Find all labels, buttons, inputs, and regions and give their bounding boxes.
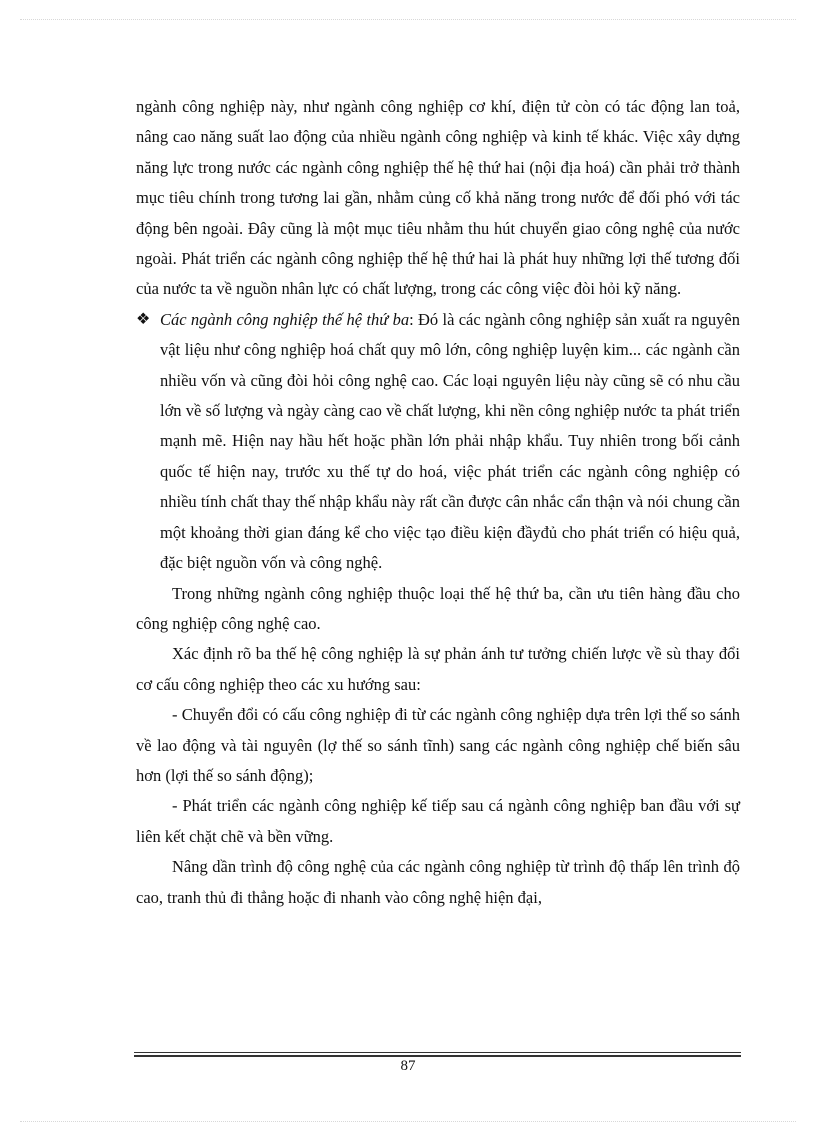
dash-item-restructuring: - Chuyển đổi có cấu công nghiệp đi từ các ngành công nghiệp dựa trên lợi thế so sánh về lao động và tài nguyên (lợ thế so sánh tĩnh) sang các ngành công nghiệp chế biến sâu hơn (lợi thế so sánh động); [136, 705, 740, 785]
bullet-item-third-generation [136, 305, 740, 579]
page-border-bottom [20, 1121, 796, 1122]
diamond-bullet-icon: ❖ [136, 310, 151, 328]
paragraph-continuation: ngành công nghiệp này, như ngành công nghiệp cơ khí, điện tử còn có tác động lan toả, nâng cao năng suất lao động của nhiều ngành công nghiệp và kinh tế khác. Việc xây dựng năng lực trong nước các ngành công nghiệp thế hệ thứ hai (nội địa hoá) cần phải trở thành mục tiêu chính trong tương lai gần, nhằm củng cố khả năng trong nước để đối phó với tác động bên ngoài. Đây cũng là một mục tiêu nhằm thu hút chuyển giao công nghệ của nước ngoài. Phát triển các ngành công nghiệp thế hệ thứ hai là phát huy những lợi thế tương đối của nước ta về nguồn nhân lực có chất lượng, trong các công việc đòi hỏi kỹ năng. [136, 97, 740, 299]
bullet-text: : Đó là các ngành công nghiệp sản xuất ra nguyên vật liệu như công nghiệp hoá chất quy mô lớn, công nghiệp luyện kim... các ngành cần nhiều vốn và cũng đòi hỏi công nghệ cao. Các loại nguyên liệu này cũng sẽ có nhu cầu lớn về số lượng và ngày càng cao về chất lượng, khi nền công nghiệp nước ta phát triển mạnh mẽ. Hiện nay hầu hết hoặc phần lớn phải nhập khẩu. Tuy nhiên trong bối cảnh quốc tế hiện nay, trước xu thế tự do hoá, việc phát triển các ngành công nghiệp có nhiều tính chất thay thế nhập khẩu này rất cần được cân nhắc cẩn thận và nói chung cần một khoảng thời gian đáng kể cho việc tạo điều kiện đầyđủ cho phát triển có hiệu quả, đặc biệt nguồn vốn và công nghệ. [160, 309, 741, 573]
paragraph-technology-level: Nâng dần trình độ công nghệ của các ngành công nghiệp từ trình độ thấp lên trình độ cao, tranh thủ đi thẳng hoặc đi nhanh vào công nghệ hiện đại, [136, 857, 740, 907]
paragraph-three-generations: Xác định rõ ba thế hệ công nghiệp là sự phản ánh tư tưởng chiến lược về sù thay đổi cơ cấu công nghiệp theo các xu hướng sau: [136, 644, 740, 694]
page-border-top [20, 19, 796, 20]
dash-item-development: - Phát triển các ngành công nghiệp kế tiếp sau cá ngành công nghiệp ban đầu với sự liên kết chặt chẽ và bền vững. [136, 796, 740, 846]
page-body [136, 92, 740, 913]
footer-rule-thin [134, 1052, 741, 1053]
page-number: 87 [400, 1058, 416, 1074]
paragraph-priority: Trong những ngành công nghiệp thuộc loại thế hệ thứ ba, cần ưu tiên hàng đầu cho công nghiệp công nghệ cao. [136, 583, 740, 633]
bullet-title: Các ngành công nghiệp thế hệ thứ ba [160, 309, 410, 329]
